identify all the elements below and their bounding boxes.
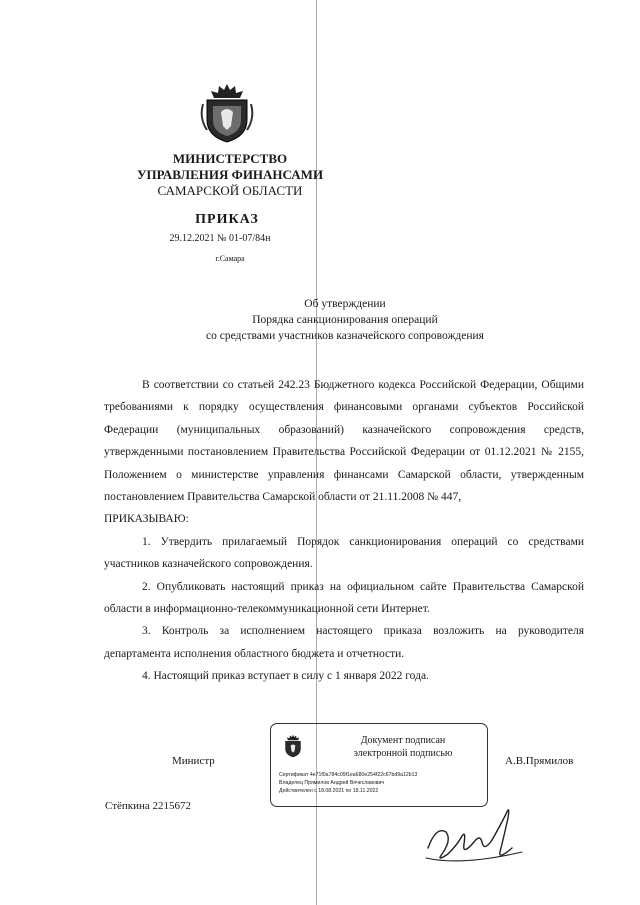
document-city: г.Самара	[215, 254, 245, 263]
order-word: ПРИКАЗЫВАЮ:	[104, 513, 189, 526]
order-item-4: 4. Настоящий приказ вступает в силу с 1 января 2022 года.	[142, 670, 429, 683]
stamp-validity: Действителен с 18.08.2021 по 18.11.2022	[279, 788, 379, 794]
order-item-1: 1. Утвердить прилагаемый Порядок санкционирования операций со средствами участников казначейского сопровождения.	[104, 535, 584, 571]
stamp-title-line-1: Документ подписан	[360, 735, 446, 746]
signer-position: Министр	[172, 755, 215, 767]
executor-contact: Стёпкина 2215672	[105, 800, 192, 812]
stamp-title	[323, 734, 483, 760]
order-item-3: 3. Контроль за исполнением настоящего приказа возложить на руководителя департамента исполнения областного бюджета и отчетности.	[104, 625, 584, 660]
electronic-signature-stamp	[270, 723, 488, 807]
org-name-line-1: МИНИСТЕРСТВО	[172, 151, 288, 166]
org-name-line-3: САМАРСКОЙ ОБЛАСТИ	[157, 183, 303, 198]
subject-line-3: со средствами участников казначейского сопровождения	[206, 330, 484, 342]
document-date-number: 29.12.2021 № 01-07/84н	[169, 233, 271, 244]
stamp-certificate: Сертификат 4e71f0a784c09f1ea680e254f22c67bd9a12b13	[279, 772, 418, 778]
document-type-title: ПРИКАЗ	[195, 212, 259, 227]
signer-name: А.В.Прямилов	[505, 755, 574, 767]
document-body	[104, 374, 584, 688]
coat-of-arms-icon	[199, 82, 255, 144]
preamble-paragraph: В соответствии со статьей 242.23 Бюджетного кодекса Российской Федерации, Общими требованиями к порядку осуществления финансовыми органами субъектов Российской Федерации (муниципальных образований) казначейского сопровождения средств, утвержденными постановлением Правительства Российской Федерации от 01.12.2021 № 2155, Положением о министерстве управления финансами Самарской области, утвержденным постановлением Правительства Самарской области от 21.11.2008 № 447,	[104, 379, 584, 504]
handwritten-signature	[422, 796, 532, 876]
order-item-2: 2. Опубликовать настоящий приказ на официальном сайте Правительства Самарской области в информационно-телекоммуникационной сети Интернет.	[104, 580, 584, 616]
stamp-owner: Владелец Прямилов Андрей Вячеславович	[279, 780, 385, 786]
org-name-line-2: УПРАВЛЕНИЯ ФИНАНСАМИ	[136, 167, 324, 182]
stamp-title-line-2: электронной подписью	[353, 748, 453, 759]
stamp-coat-of-arms-icon	[282, 734, 304, 758]
document-subject	[150, 296, 540, 344]
subject-line-1: Об утверждении	[304, 298, 386, 310]
subject-line-2: Порядка санкционирования операций	[252, 314, 438, 326]
